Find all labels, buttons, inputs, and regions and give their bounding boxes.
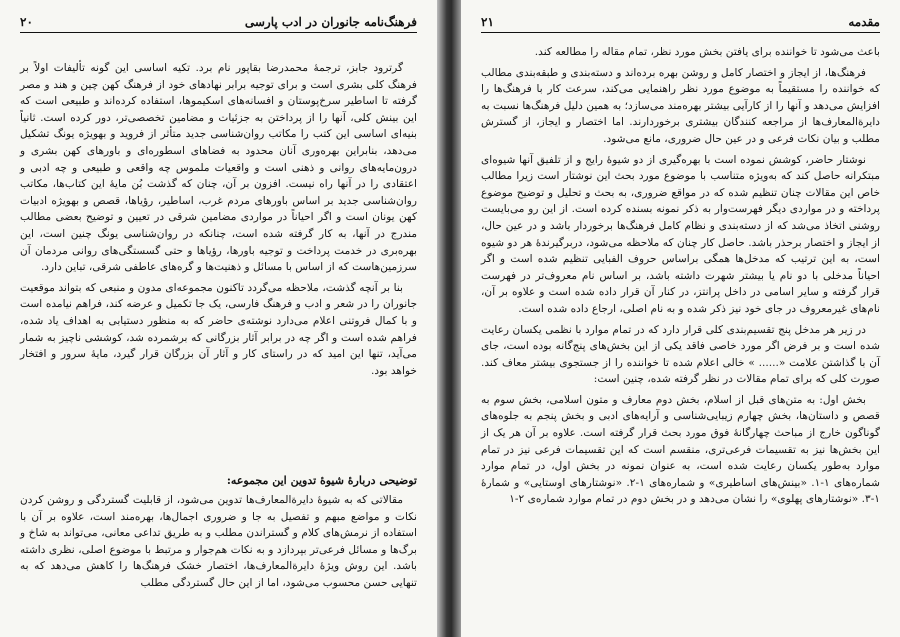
right-body (481, 44, 880, 512)
right-paragraph: بخش اول: به متن‌های قبل از اسلام، بخش دوم معارف و متون اسلامی، بخش سوم به قصص و داستان‌ها، بخش چهارم زیبایی‌شناسی و آرایه‌های ادبی و بخش پنجم به جلوه‌های گوناگون خارج از مباحث چهارگانهٔ فوق مورد بحث قرار گرفته است. علاوه بر آن هر یک از این بخش‌ها نیز به تقسیمات فرعی‌تری، منقسم است که این تقسیمات فرعی نیز در تمام موارد به‌طور یکسان رعایت شده است، به عنوان نمونه در بخش اول، در تمام موارد شماره‌های ۱-۱. «بینش‌های اساطیری» و شماره‌های ۱-۲. «نوشتارهای اوستایی» و شمارهٔ ۱-۳. «نوشتارهای پهلوی» را نشان می‌دهد و در بخش دوم در تمام موارد شماره‌ی ۲-۱ (481, 393, 880, 506)
right-paragraph: فرهنگ‌ها، از ایجاز و اختصار کامل و روشن بهره برده‌اند و دسته‌بندی و طبقه‌بندی مطالب که خواننده را مستقیماً به موضوع مورد نظر راهنمایی می‌کند، سرعت کار با فرهنگ‌ها را افزایش می‌دهد و آنها را از کارآیی بیشتر بهره‌مند می‌سازد؛ به همین دلیل فرهنگ‌ها نسبت به دایرةالمعارف‌ها از مراجعه کنندگان بیشتری برخوردارند. اما اختصار و ایجاز، از گسترش مطلب و بیان نکات فرعی و در عین حال ضروری، مانع می‌شود. (481, 66, 880, 145)
left-paragraph: بنا بر آنچه گذشت، ملاحظه می‌گردد تاکنون مجموعه‌ای مدون و منبعی که بتواند موقعیت جانوران را در شعر و ادب و فرهنگ فارسی، یک جا تکمیل و عرضه کند، فراهم نیامده است و با کمال فروتنی اعلام می‌دارد نوشته‌ی حاضر که به منظور دستیابی به اهداف یاد شده، فراهم شده است و اگر چه در برابر آثار بزرگانی که برشمرده شد، کوششی ناچیز به شمار می‌آید، تنها این امید که در راستای کار و آثار آن بزرگان قرار گیرد، مایهٔ سرور و افتخار خواهد بود. (20, 281, 417, 377)
right-running-title: مقدمه (848, 15, 880, 29)
right-running-header (481, 6, 880, 33)
right-paragraph: باعث می‌شود تا خواننده برای یافتن بخش مورد نظر، تمام مقاله را مطالعه کند. (534, 46, 880, 58)
right-paragraph: در زیر هر مدخل پنج تقسیم‌بندی کلی قرار دارد که در تمام موارد با نظمی یکسان رعایت شده است و بر فرض اگر مورد خاصی فاقد یکی از این بخش‌های پنج‌گانه بوده است، جای آن با گذاشتن علامت «...... » خالی اعلام شده تا خواننده را از جستجوی بیشتر معاف کند. صورت کلی که برای تمام مقالات در نظر گرفته شده، چنین است: (481, 323, 880, 386)
left-page-number: ۲۰ (20, 15, 33, 29)
left-running-header (20, 6, 417, 33)
section-subheading: توضیحی دربارهٔ شیوهٔ تدوین این مجموعه: (226, 474, 417, 487)
left-paragraph: مقالاتی که به شیوهٔ دایرةالمعارف‌ها تدوین می‌شود، از قابلیت گستردگی و روشن کردن نکات و مواضع مبهم و تفصیل به جا و ضروری اجمال‌ها، بهره‌مند است، علاوه بر آن با استفاده از نرمش‌های کلام و گستراندن مطلب و به طریق تداعی معانی، می‌تواند به شاخ و برگ‌ها و مسائل فرعی‌تر بپردازد و به نکات هم‌جوار و مرتبط با موضوع اصلی، نظری داشته باشد. این روش ویژهٔ دایرةالمعارف‌ها، اختصار خشک فرهنگ‌ها را کاهش می‌دهد که به تنهایی حسن محسوب می‌شود، اما از این حال گستردگی مطلب (20, 494, 417, 589)
left-body-lower (20, 492, 417, 596)
left-running-title: فرهنگ‌نامه جانوران در ادب پارسی (244, 15, 417, 29)
left-book-page (0, 0, 437, 637)
right-paragraph: نوشتار حاضر، کوشش نموده است با بهره‌گیری از دو شیوهٔ رایج و از تلفیق آنها شیوه‌ای مبتکرانه حاصل کند که به‌ویژه متناسب با موضوع مورد بحث این نوشتار است زیرا مطالب خاص این مقالات چنان تنظیم شده که در مواقع ضروری، به بحث و تحلیل و توضیح موضوع پرداخته و در مواردی دیگر فهرست‌وار به ذکر نمونه بسنده کرده است. از این رو می‌بایست روشنی اتخاذ می‌شد که از دسته‌بندی و نظام کامل فرهنگ‌ها برخوردار باشد و در عین حال، از ایجاز و اختصار برحذر باشد. حاصل کار چنان که ملاحظه می‌شود، دربرگیرندهٔ هر دو شیوه است، به این ترتیب که مدخل‌ها همگی براساس حروف الفبایی تنظیم شده است و اگر احیاناً مدخلی با دو نام یا بیشتر شهرت داشته باشد، بر اساس نام معروف‌تر در فهرست قرار گرفته و سایر اسامی در داخل پرانتز، در کنار آن قرار داده شده است و علاوه بر آن، نام‌های غیرمعروف در جای خود نیز ذکر شده و به نام اصلی، ارجاع داده شده است. (481, 153, 880, 315)
left-body-upper (20, 60, 417, 383)
book-gutter (437, 0, 461, 637)
left-paragraph: گرترود جابز، ترجمهٔ محمدرضا بقاپور نام برد. تکیه اساسی این گونه تألیفات اولاً بر فرهنگ کلی بشری است و برای توجیه برابر نهادهای خود از فرهنگ کهن چین و هند و مصر گرفته تا اساطیر سرخ‌پوستان و افسانه‌های اسکیموها، استفاده کرده‌اند و طبیعی است که این بینش کلی، آنها را از پرداختن به جزئیات و مضامین تخصصی‌تر، دور کرده است. ثانیاً بنیه‌ای اساسی این کتب را مکاتب روان‌شناسی جدید متأثر از فروید و بهویژه یونگ تشکیل می‌دهد، بنابراین بهره‌وری آنان محدود به فضاهای اسطوره‌ای و باورهای کهن بشری و درون‌مایه‌های روانی و ذهنی است و واقعیات ملموس چه واقعی و طبیعی و چه ادبی و اعتقادی را در آنها راه نیست. افزون بر آن، چنان که گذشت بُن مایهٔ این کتاب‌ها، مکاتب روان‌شناسی جدید بر اساس باورهای مردم غرب، اساطیر، رؤیاها، قصص و بهویژه ادبیات کهن یونان است و اگر احیاناً در مواردی مضامین شرقی در تعیین و توضیح بعضی مطالب مندرج در آنها، به کار گرفته شده است، چنانکه در روان‌شناسی یونگ چنین است، این بهره‌بری در خدمت پرداخت و توجیه باورها، رؤیاها و حتی گسستگی‌های روانی مردمان آن سرزمین‌هاست که از اساس با مسائل و ذهنیت‌ها و گره‌های عاطفی شرقی، تباین دارد. (20, 62, 417, 274)
right-page-number: ۲۱ (481, 15, 494, 29)
right-book-page (461, 0, 900, 637)
